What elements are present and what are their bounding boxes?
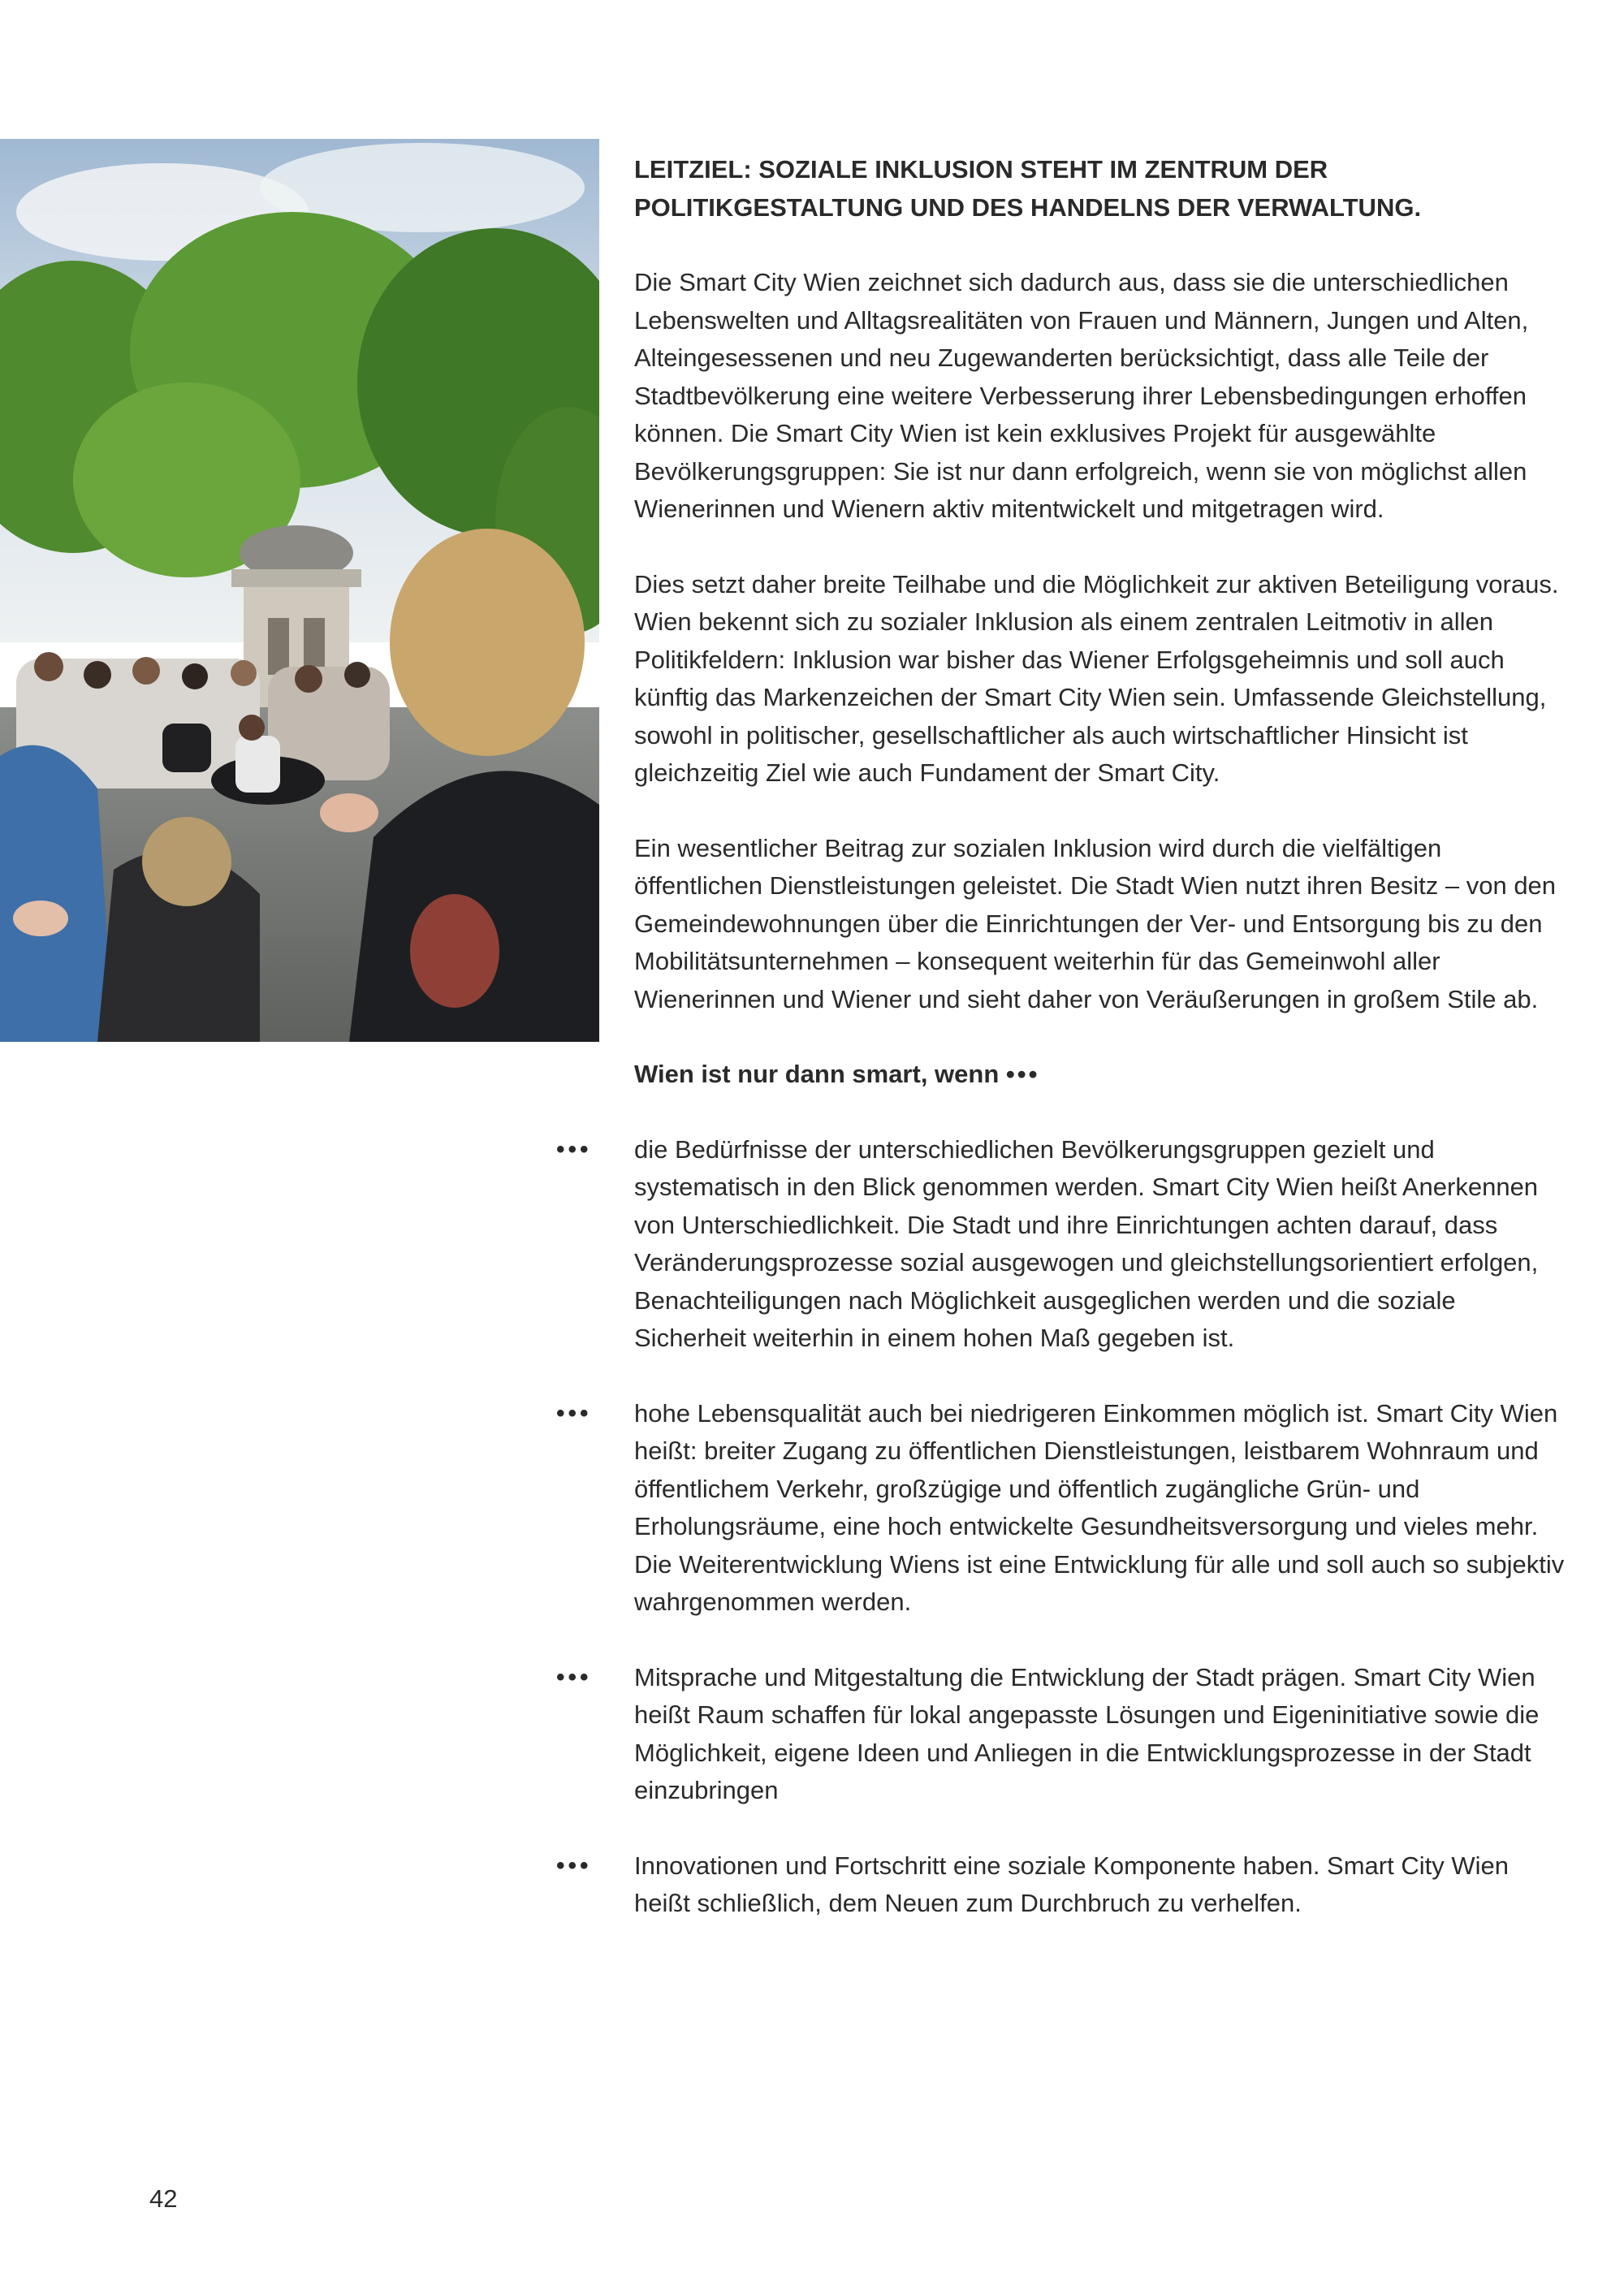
paragraph-intro: Die Smart City Wien zeichnet sich dadurch aus, dass sie die unterschiedlichen Lebenswelten und Alltagsrealitäten von Frauen und Männern, Jungen und Alten, Alteingesessenen und neu Zugewanderten berücksichtigt, dass alle Teile der Stadtbevölkerung eine weitere Verbesserung ihrer Lebensbedingungen erhoffen können. Die Smart City Wien ist kein exklusives Projekt für ausgewählte Bevölkerungsgruppen: Sie ist nur dann erfolgreich, wenn sie von möglichst allen Wienerinnen und Wienern aktiv mitentwickelt und mitgetragen wird. [634, 268, 1529, 523]
lead-sentence [634, 1056, 1568, 1094]
page-number: 42 [149, 2184, 178, 2213]
paragraph-public-services: Ein wesentlicher Beitrag zur sozialen Inklusion wird durch die vielfältigen öffentlichen Dienstleistungen geleistet. Die Stadt Wien nutzt ihren Besitz – von den Gemeindewohnungen über die Einrichtungen der Ver- und Entsorgung bis zu den Mobilitätsunternehmen – konsequent weiterhin für das Gemeinwohl aller Wienerinnen und Wiener und sieht daher von Veräußerungen in großem Stile ab. [634, 833, 1557, 1013]
section-heading: LEITZIEL: SOZIALE INKLUSION STEHT IM ZENTRUM DER POLITIKGESTALTUNG UND DES HANDELNS DER VERWALTUNG. [634, 155, 1422, 222]
bullet-item-needs [556, 1131, 1568, 1358]
bullet-marker: ••• [556, 1399, 592, 1427]
bullet-text: Mitsprache und Mitgestaltung die Entwicklung der Stadt prägen. Smart City Wien heißt Raum schaffen für lokal angepasste Lösungen und Eigeninitiative sowie die Möglichkeit, eigene Ideen und Anliegen in die Entwicklungsprozesse in der Stadt einzubringen [634, 1662, 1540, 1804]
photo-capoeira-crowd [0, 139, 599, 1042]
bullet-text: hohe Lebensqualität auch bei niedrigeren Einkommen möglich ist. Smart City Wien heißt: breiter Zugang zu öffentlichen Dienstleistungen, leistbarem Wohnraum und öffentlichem Verkehr, großzügige und öffentlich zugängliche Grün- und Erholungsräume, eine hoch entwickelte Gesundheitsversorgung und vieles mehr. Die Weiterentwicklung Wiens ist eine Entwicklung für alle und soll auch so subjektiv wahrgenommen werden. [634, 1398, 1565, 1616]
bullet-item-quality-of-life [556, 1395, 1568, 1622]
photo-illustration [0, 139, 599, 1042]
main-text-column [556, 151, 1568, 1923]
lead-dots: ••• [1005, 1060, 1040, 1088]
paragraph-participation: Dies setzt daher breite Teilhabe und die Möglichkeit zur aktiven Beteiligung voraus. Wien bekennt sich zu sozialer Inklusion als einem zentralen Leitmotiv in allen Politikfeldern: Inklusion war bisher das Wiener Erfolgsgeheimnis und soll auch künftig das Markenzeichen der Smart City Wien sein. Umfassende Gleichstellung, sowohl in politischer, gesellschaftlicher als auch wirtschaftlicher Hinsicht ist gleichzeitig Ziel wie auch Fundament der Smart City. [634, 569, 1559, 787]
bullet-item-innovation [556, 1847, 1568, 1923]
bullet-item-participation [556, 1659, 1568, 1810]
bullet-text: die Bedürfnisse der unterschiedlichen Bevölkerungsgruppen gezielt und systematisch in den Blick genommen werden. Smart City Wien heißt Anerkennen von Unterschiedlichkeit. Die Stadt und ihre Einrichtungen achten darauf, dass Veränderungsprozesse sozial ausgewogen und gleichstellungsorientiert erfolgen, Benachteiligungen nach Möglichkeit ausgeglichen werden und die soziale Sicherheit weiterhin in einem hohen Maß gegeben ist. [634, 1134, 1539, 1352]
bullet-marker: ••• [556, 1851, 592, 1879]
bullet-marker: ••• [556, 1663, 592, 1691]
bullet-marker: ••• [556, 1135, 592, 1163]
lead-text: Wien ist nur dann smart, wenn [634, 1060, 1000, 1088]
bullet-text: Innovationen und Fortschritt eine soziale Komponente haben. Smart City Wien heißt schließlich, dem Neuen zum Durchbruch zu verhelfen. [634, 1851, 1509, 1917]
